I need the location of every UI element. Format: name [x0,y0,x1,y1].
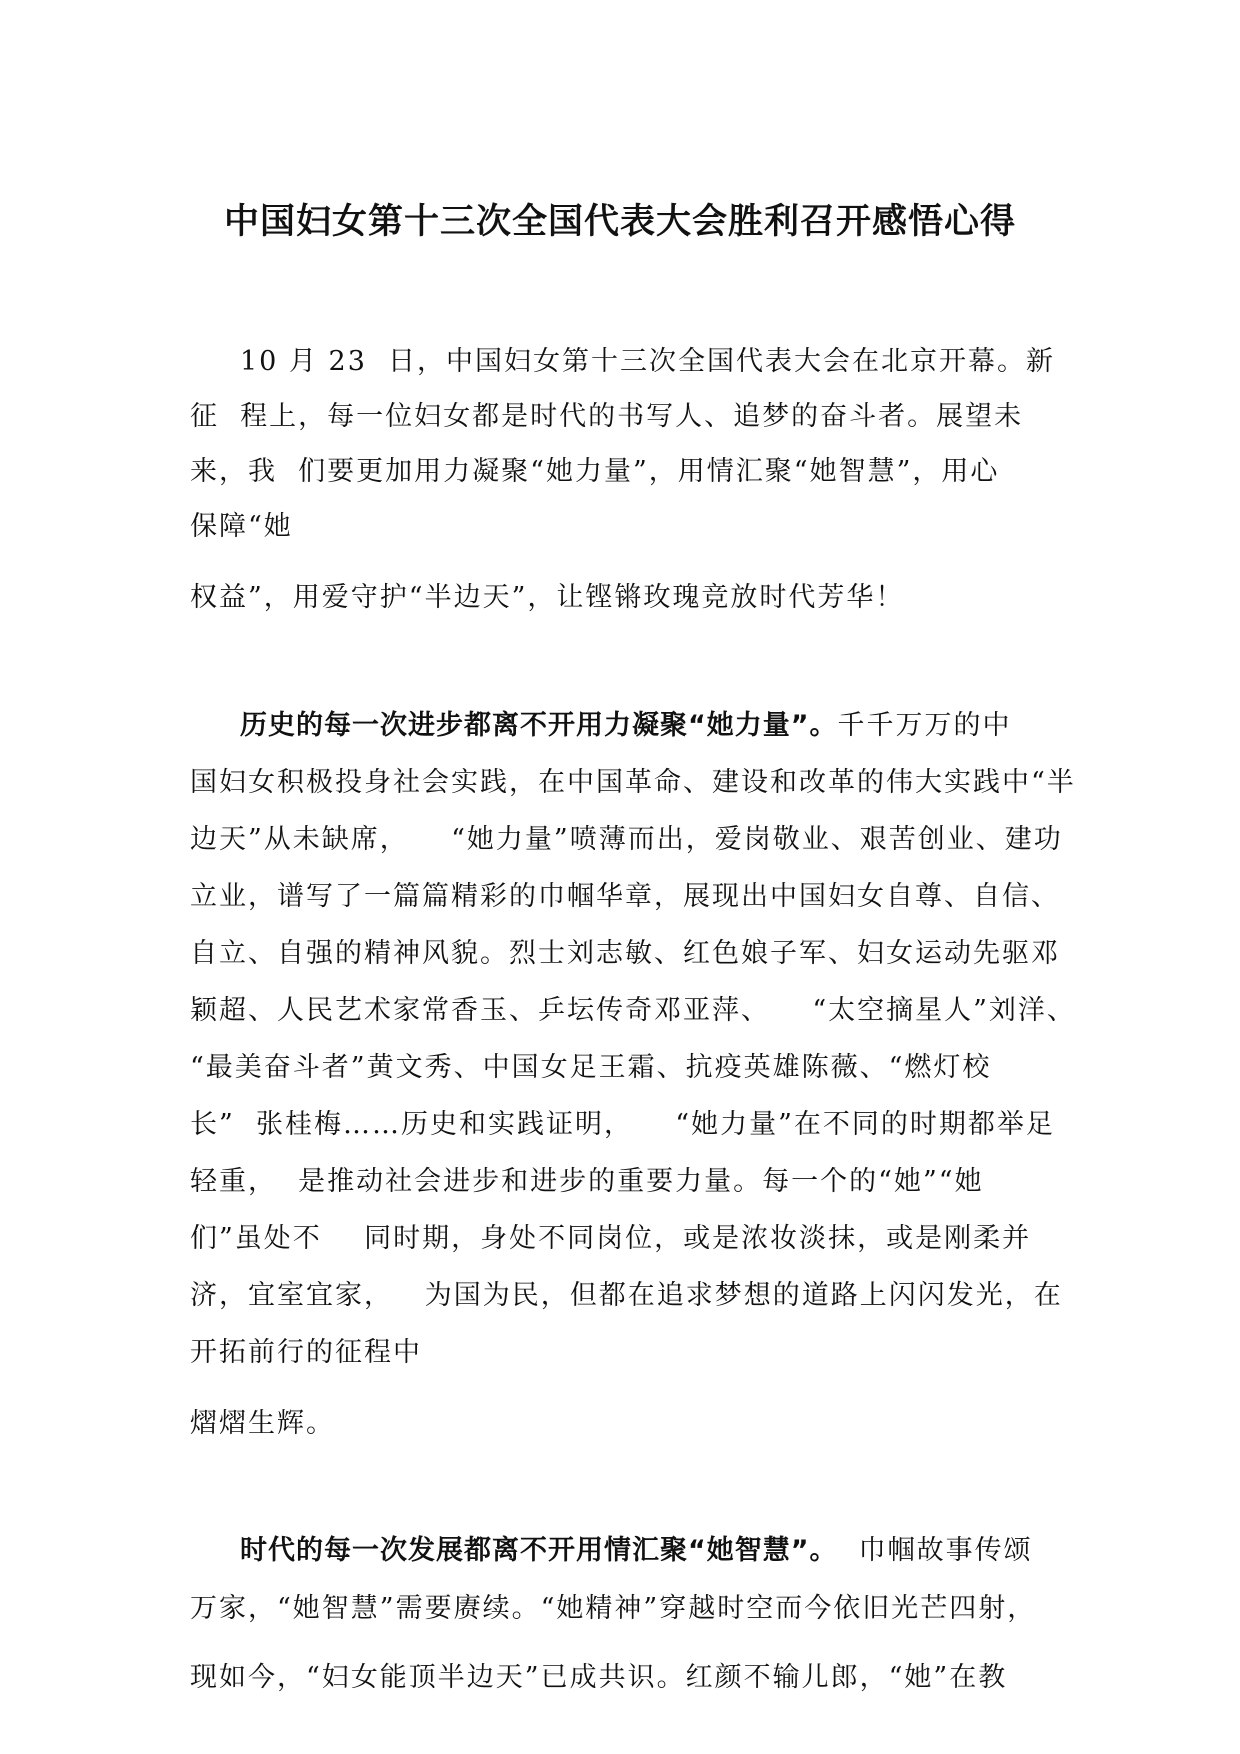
paragraph-1-line-1: 10 月 23 日，中国妇女第十三次全国代表大会在北京开幕。新 [240,346,1056,377]
paragraph-2-line-1-rest: 千千万万的中 [837,710,1012,741]
paragraph-2-line-13: 熠熠生辉。 [190,1408,335,1439]
paragraph-1-line-4: 保障“她 [190,511,293,542]
paragraph-2-line-8: 长” 张桂梅……历史和实践证明， “她力量”在不同的时期都举足 [190,1109,1055,1140]
paragraph-1-line-5: 权益”，用爱守护“半边天”，让铿锵玫瑰竞放时代芳华！ [190,582,905,613]
paragraph-2-line-2: 国妇女积极投身社会实践，在中国革命、建设和改革的伟大实践中“半 [190,767,1076,798]
paragraph-2-line-12: 开拓前行的征程中 [190,1337,422,1368]
paragraph-2-line-4: 立业，谱写了一篇篇精彩的巾帼华章，展现出中国妇女自尊、自信、 [190,881,1060,912]
paragraph-3-line-2: 万家，“她智慧”需要赓续。“她精神”穿越时空而今依旧光芒四射， [190,1593,1037,1624]
paragraph-3-line-1-rest: 巾帼故事传颂 [837,1535,1033,1566]
paragraph-2-line-6: 颖超、人民艺术家常香玉、乒坛传奇邓亚萍、 “太空摘星人”刘洋、 [190,995,1076,1026]
paragraph-2-line-5: 自立、自强的精神风貌。烈士刘志敏、红色娘子军、妇女运动先驱邓 [190,938,1060,969]
paragraph-3-line-3: 现如今，“妇女能顶半边天”已成共识。红颜不输儿郎，“她”在教 [190,1662,1008,1693]
paragraph-2-line-7: “最美奋斗者”黄文秀、中国女足王霜、抗疫英雄陈薇、“燃灯校 [190,1052,992,1083]
paragraph-2-line-11: 济，宜室宜家， 为国为民，但都在追求梦想的道路上闪闪发光，在 [190,1280,1063,1311]
paragraph-2-line-1 [240,706,1012,746]
paragraph-3-line-1 [240,1531,1033,1571]
paragraph-1-line-2: 征 程上，每一位妇女都是时代的书写人、追梦的奋斗者。展望未 [190,401,1024,432]
paragraph-3-lead: 时代的每一次发展都离不开用情汇聚“她智慧”。 [240,1535,838,1566]
paragraph-2-line-3: 边天”从未缺席， “她力量”喷薄而出，爱岗敬业、艰苦创业、建功 [190,824,1063,855]
paragraph-2-line-9: 轻重， 是推动社会进步和进步的重要力量。每一个的“她”“她 [190,1166,984,1197]
paragraph-2-lead: 历史的每一次进步都离不开用力凝聚“她力量”。 [240,710,838,741]
document-title: 中国妇女第十三次全国代表大会胜利召开感悟心得 [223,202,1016,242]
paragraph-2-line-10: 们”虽处不 同时期，身处不同岗位，或是浓妆淡抹，或是刚柔并 [190,1223,1032,1254]
paragraph-1-line-3: 来，我 们要更加用力凝聚“她力量”，用情汇聚“她智慧”，用心 [190,456,1000,487]
